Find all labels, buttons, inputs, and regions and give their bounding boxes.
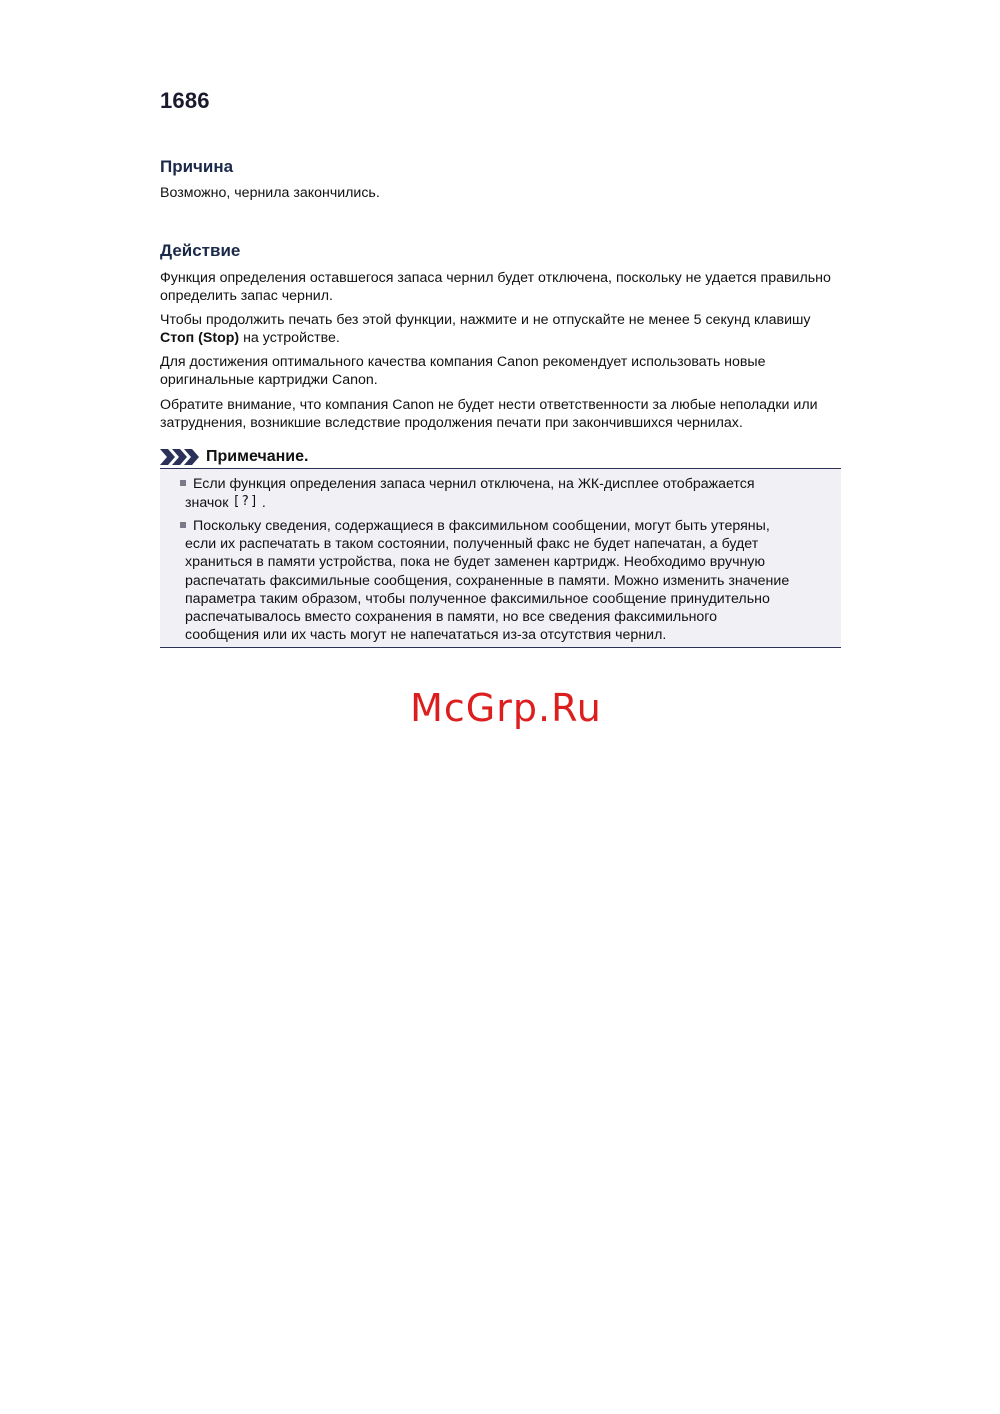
note-item-1-line-2-pre: значок xyxy=(185,495,229,512)
action-heading: Действие xyxy=(160,241,241,260)
note-item-2-line-6: распечатывалось вместо сохранения в памяти, но все сведения факсимильного xyxy=(185,609,718,626)
cause-heading: Причина xyxy=(160,157,234,176)
action-paragraph-4: Обратите внимание, что компания Canon не будет нести ответственности за любые неполадки или затруднения, возникшие вследствие продолжения печати при закончившихся чернилах. xyxy=(160,397,818,431)
note-item-2-line-7: сообщения или их часть могут не напечататься из-за отсутствия чернил. xyxy=(185,627,667,644)
action-paragraph-2-pre: Чтобы продолжить печать без этой функции, нажмите и не отпускайте не менее 5 секунд клавишу xyxy=(160,312,811,328)
note-item-2-line-4: распечатать факсимильные сообщения, сохраненные в памяти. Можно изменить значение xyxy=(185,572,790,589)
error-code-title: 1686 xyxy=(160,88,210,113)
note-header xyxy=(160,446,308,468)
note-item-2 xyxy=(180,517,835,644)
note-item-2-line-1: Поскольку сведения, содержащиеся в факсимильном сообщении, могут быть утеряны, xyxy=(193,518,770,534)
lcd-ink-unknown-icon: [?] xyxy=(232,494,259,510)
bullet-icon xyxy=(180,522,186,528)
note-item-1 xyxy=(180,475,835,512)
note-item-1-line-2-post: . xyxy=(261,495,266,512)
action-paragraph-3: Для достижения оптимального качества компания Canon рекомендует использовать новые оригинальные картриджи Canon. xyxy=(160,354,766,388)
action-paragraph-2-post: на устройстве. xyxy=(239,330,340,346)
watermark-logo: McGrp.Ru xyxy=(410,686,602,730)
cause-text: Возможно, чернила закончились. xyxy=(160,185,380,201)
note-box xyxy=(160,468,841,648)
note-item-2-line-2: если их распечатать в таком состоянии, полученный факс не будет напечатан, а будет xyxy=(185,536,759,553)
action-paragraph-1: Функция определения оставшегося запаса чернил будет отключена, поскольку не удается правильно определить запас чернил. xyxy=(160,270,831,304)
note-item-1-line-2 xyxy=(180,493,835,512)
action-paragraph-2 xyxy=(160,311,841,347)
note-title: Примечание. xyxy=(206,448,309,465)
note-section xyxy=(160,446,841,650)
note-item-2-line-5: параметра таким образом, чтобы полученное факсимильное сообщение принудительно xyxy=(185,590,770,607)
note-item-2-line-3: храниться в памяти устройства, пока не будет заменен картридж. Необходимо вручную xyxy=(185,554,766,571)
bullet-icon xyxy=(180,480,186,486)
note-item-1-line-1: Если функция определения запаса чернил отключена, на ЖК-дисплее отображается xyxy=(193,476,755,492)
stop-key-label: Стоп (Stop) xyxy=(160,330,240,346)
note-arrows-icon xyxy=(160,449,202,465)
